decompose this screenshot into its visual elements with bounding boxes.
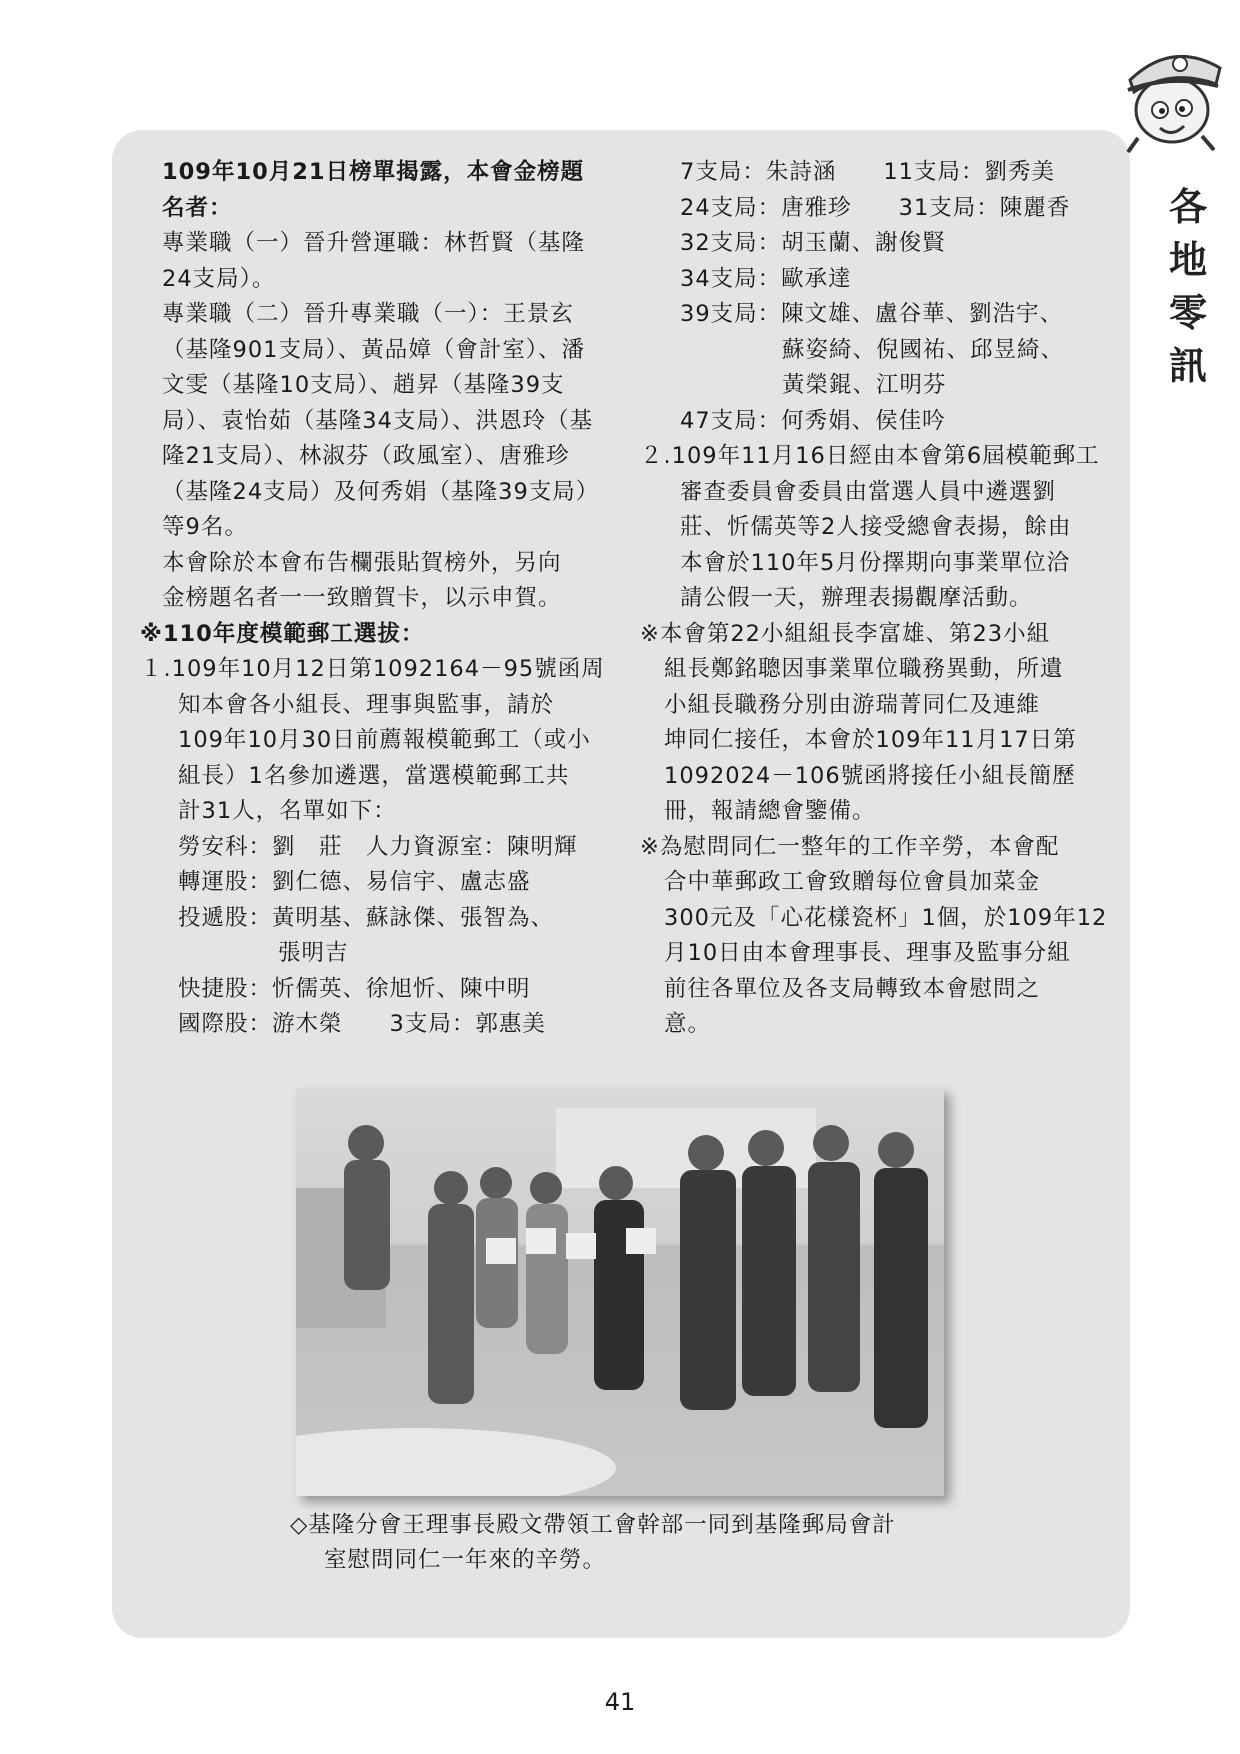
text-line: 專業職（二）晉升專業職（一）：王景玄 xyxy=(162,301,574,327)
text-line: 局）、袁怡茹（基隆34支局）、洪恩玲（基 xyxy=(162,407,594,434)
text-line: １.109年10月12日第1092164－95號函周 xyxy=(140,656,605,682)
text-line: 黃榮錕、江明芬 xyxy=(782,372,947,398)
text-line: 小組長職務分別由游瑞菁同仁及連維 xyxy=(664,691,1041,718)
group-photo-illustration xyxy=(296,1088,944,1496)
text-line: 前往各單位及各支局轉致本會慰問之 xyxy=(664,975,1041,1002)
text-line: ※110年度模範郵工選拔： xyxy=(140,620,425,647)
text-line: 109年10月30日前薦報模範郵工（或小 xyxy=(178,727,591,753)
text-line: ※本會第22小組組長李富雄、第23小組 xyxy=(640,620,1051,647)
text-line: （基隆24支局）及何秀娟（基隆39支局） xyxy=(162,478,600,505)
text-line: 47支局：何秀娟、侯佳吟 xyxy=(680,407,946,434)
text-line: 隆21支局）、林淑芬（政風室）、唐雅珍 xyxy=(162,443,570,469)
text-line: 快捷股：忻儒英、徐旭忻、陳中明 xyxy=(178,975,531,1002)
section-title-char: 訊 xyxy=(1168,343,1207,388)
photo-caption xyxy=(290,1508,980,1578)
text-line: 本會於110年5月份擇期向事業單位洽 xyxy=(680,549,1071,576)
text-line: 勞安科：劉 莊 人力資源室：陳明輝 xyxy=(178,833,578,860)
right-column xyxy=(640,155,1112,1043)
text-line: 專業職（一）晉升營運職：林哲賢（基隆 xyxy=(162,230,586,256)
text-line: 24支局：唐雅珍 31支局：陳麗香 xyxy=(680,194,1071,221)
text-line: 300元及「心花樣瓷杯」1個，於109年12 xyxy=(664,904,1108,931)
section-title-char: 各 xyxy=(1168,184,1207,229)
text-line: 意。 xyxy=(664,1011,712,1037)
text-line: 109年10月21日榜單揭露，本會金榜題 xyxy=(162,159,585,185)
text-line: 1092024－106號函將接任小組長簡歷 xyxy=(664,762,1076,789)
text-line: 知本會各小組長、理事與監事，請於 xyxy=(178,691,555,718)
text-line: 24支局）。 xyxy=(162,265,276,292)
text-line: 投遞股：黃明基、蘇詠傑、張智為、 xyxy=(178,904,555,931)
text-line: 請公假一天，辦理表揚觀摩活動。 xyxy=(680,585,1033,611)
text-line: 莊、忻儒英等2人接受總會表揚，餘由 xyxy=(680,514,1072,540)
text-line: 名者： xyxy=(162,194,233,221)
text-line: 蘇姿綺、倪國祐、邱昱綺、 xyxy=(782,336,1065,363)
text-line: 審查委員會委員由當選人員中遴選劉 xyxy=(680,478,1057,505)
section-title-char: 地 xyxy=(1168,237,1207,282)
text-line: 等9名。 xyxy=(162,514,248,540)
text-line: 金榜題名者一一致贈賀卡，以示申賀。 xyxy=(162,585,562,611)
text-line: 組長）1名參加遴選，當選模範郵工共 xyxy=(178,762,570,789)
text-line: 合中華郵政工會致贈每位會員加菜金 xyxy=(664,869,1041,895)
text-line: 組長鄭銘聰因事業單位職務異動，所遺 xyxy=(664,656,1064,682)
group-photo xyxy=(296,1088,944,1496)
text-line: 34支局：歐承達 xyxy=(680,265,852,292)
text-line: 轉運股：劉仁德、易信宇、盧志盛 xyxy=(178,869,531,895)
section-title xyxy=(1158,180,1218,392)
text-line: 冊，報請總會鑒備。 xyxy=(664,798,876,824)
text-line: 32支局：胡玉蘭、謝俊賢 xyxy=(680,230,946,256)
text-line: 月10日由本會理事長、理事及監事分組 xyxy=(664,940,1071,966)
text-line: ※為慰問同仁一整年的工作辛勞，本會配 xyxy=(640,833,1060,860)
text-line: 國際股：游木榮 3支局：郭惠美 xyxy=(178,1011,546,1037)
section-title-char: 零 xyxy=(1168,290,1207,335)
text-line: 本會除於本會布告欄張貼賀榜外，另向 xyxy=(162,549,562,576)
postman-mascot-icon xyxy=(1120,40,1230,158)
caption-line: 室慰問同仁一年來的辛勞。 xyxy=(324,1547,607,1573)
caption-line: ◇基隆分會王理事長殿文帶領工會幹部一同到基隆郵局會計 xyxy=(290,1512,896,1538)
text-line: ２.109年11月16日經由本會第6屆模範郵工 xyxy=(640,443,1100,469)
text-line: 坤同仁接任，本會於109年11月17日第 xyxy=(664,727,1077,753)
text-line: 計31人，名單如下： xyxy=(178,798,397,824)
text-line: 7支局：朱詩涵 11支局：劉秀美 xyxy=(680,159,1055,185)
text-line: 39支局：陳文雄、盧谷華、劉浩宇、 xyxy=(680,301,1064,327)
text-line: 文雯（基隆10支局）、趙昇（基隆39支 xyxy=(162,372,565,398)
text-line: （基隆901支局）、黃品嫜（會計室）、潘 xyxy=(162,336,585,363)
left-column xyxy=(140,155,620,1043)
page-number: 41 xyxy=(604,1688,636,1716)
text-line: 張明吉 xyxy=(278,940,349,966)
